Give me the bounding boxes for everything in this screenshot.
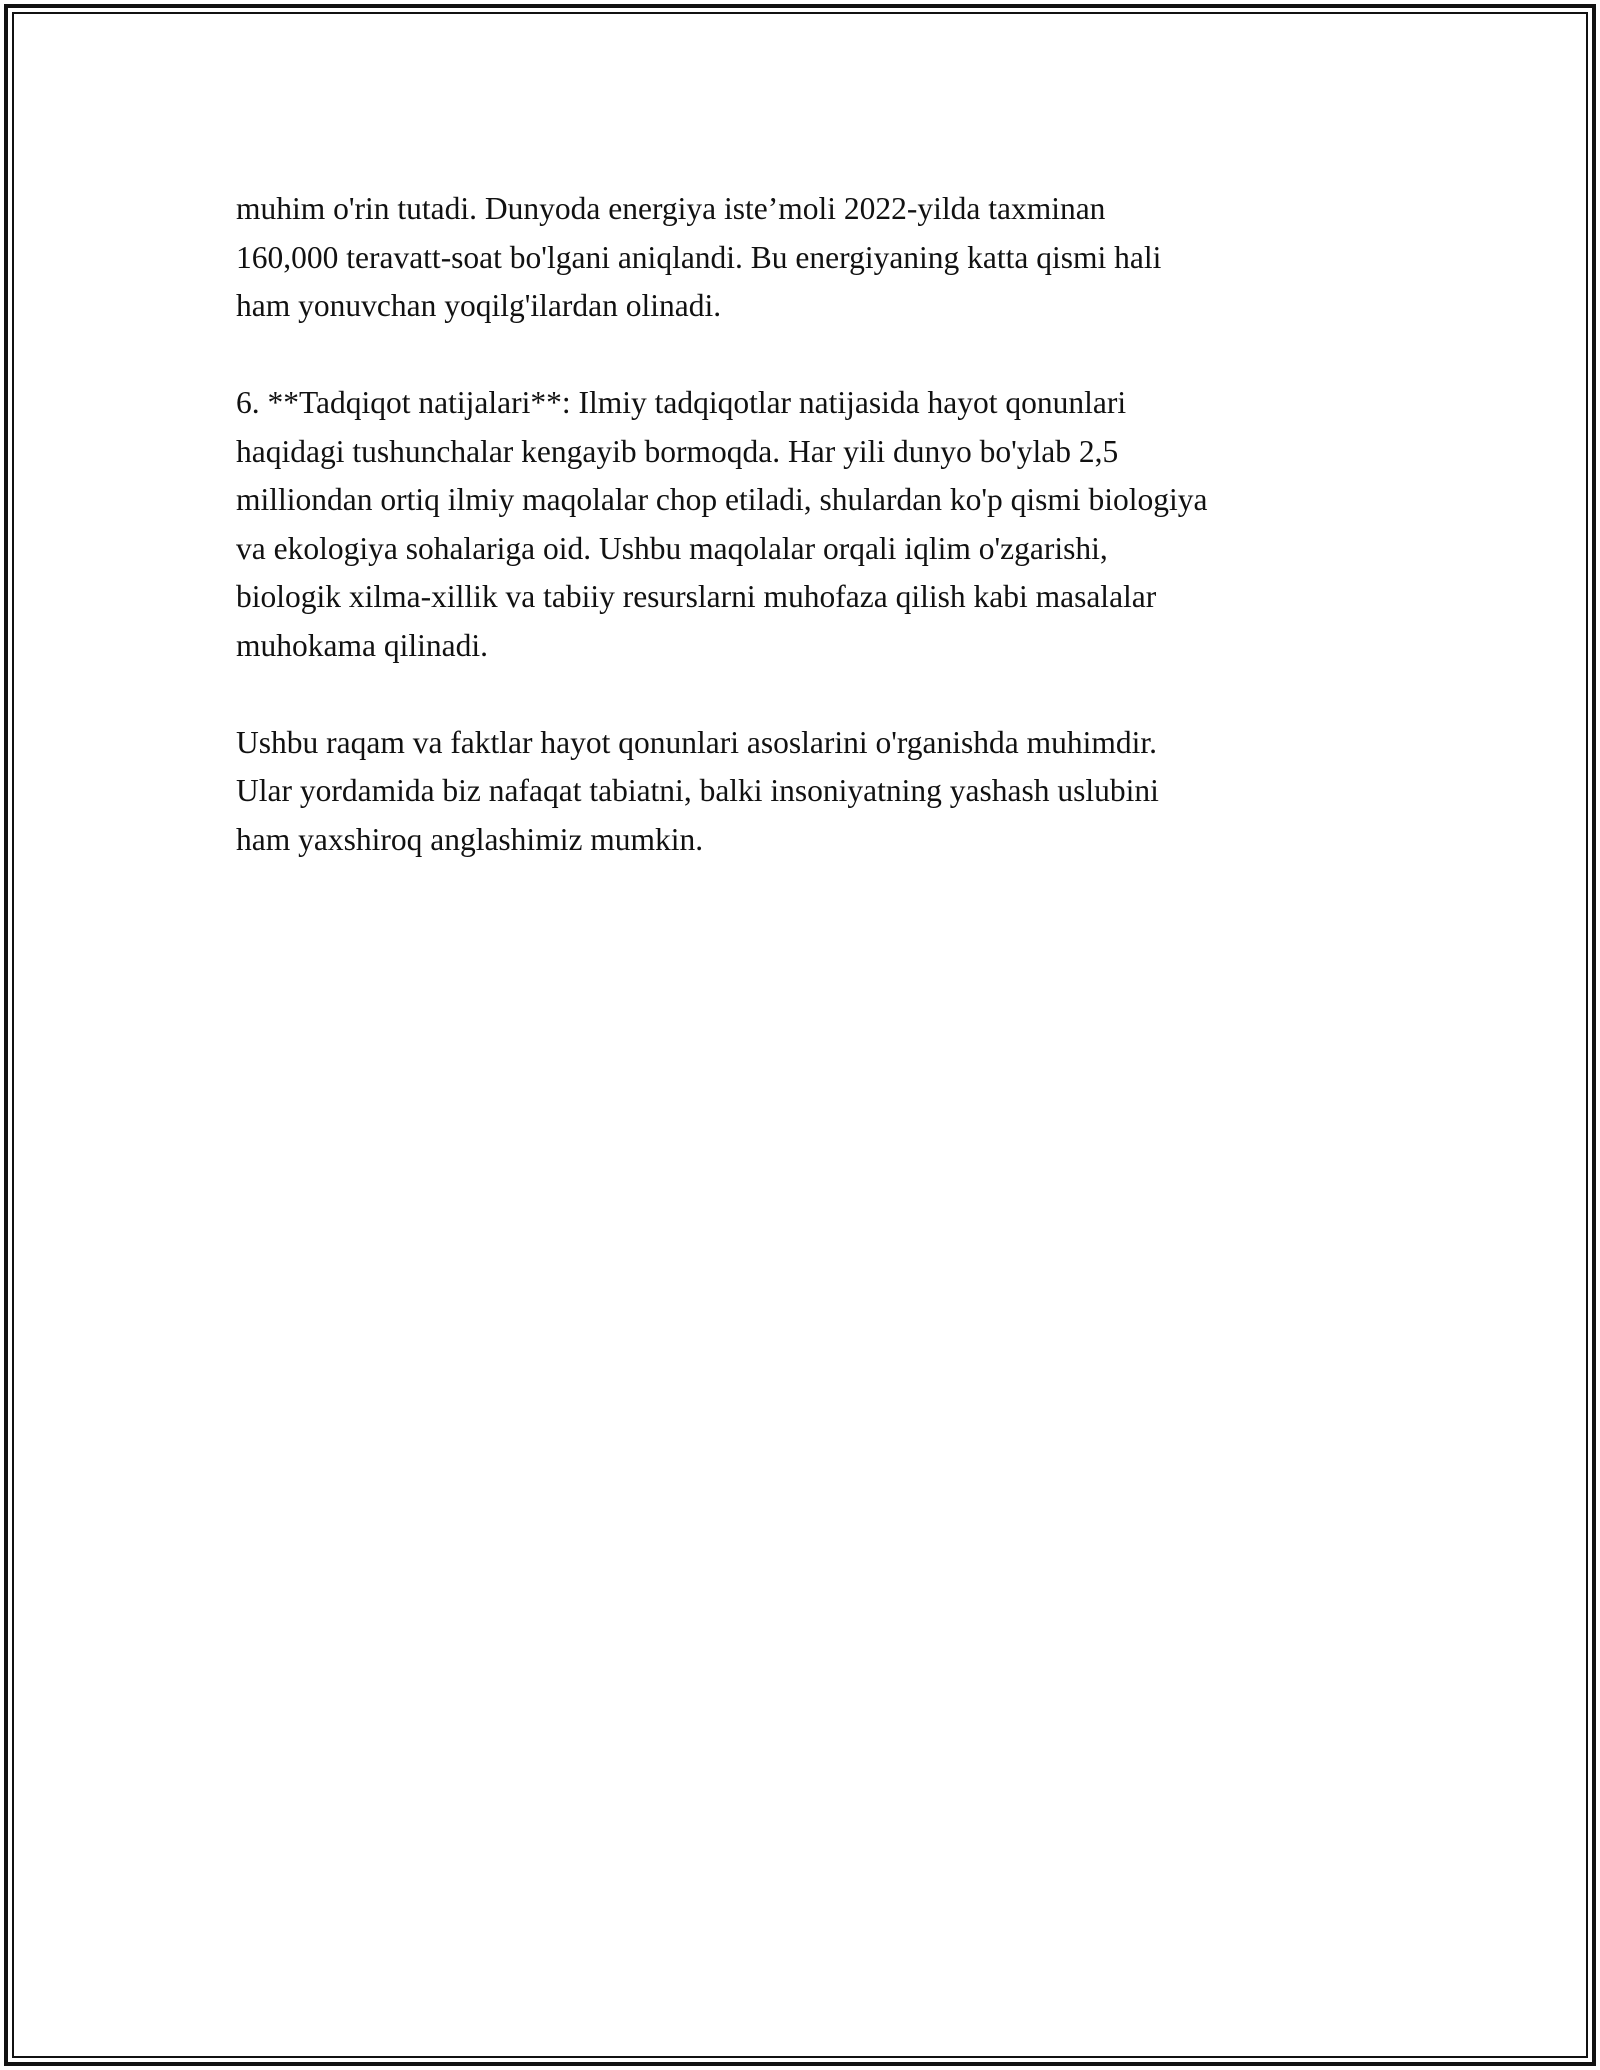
paragraph-conclusion: Ushbu raqam va faktlar hayot qonunlari asoslarini o'rganishda muhimdir. Ular yordamida biz nafaqat tabiatni, balki insoniyatning yashash uslubini ham yaxshiroq anglashimiz mumkin. (236, 724, 1159, 857)
document-body (236, 185, 1396, 913)
paragraph-energy: muhim o'rin tutadi. Dunyoda energiya iste’moli 2022-yilda taxminan 160,000 teravatt-soat bo'lgani aniqlandi. Bu energiyaning katta qismi hali ham yonuvchan yoqilg'ilardan olinadi. (236, 191, 1162, 323)
paragraph-research-results: 6. **Tadqiqot natijalari**: Ilmiy tadqiqotlar natijasida hayot qonunlari haqidagi tushunchalar kengayib bormoqda. Har yili dunyo bo'ylab 2,5 milliondan ortiq ilmiy maqolalar chop etiladi, shulardan ko'p qismi biologiya va ekologiya sohalariga oid. Ushbu maqolalar orqali iqlim o'zgarishi, biologik xilma-xillik va tabiiy resurslarni muhofaza qilish kabi masalalar muhokama qilinadi. (236, 385, 1208, 663)
